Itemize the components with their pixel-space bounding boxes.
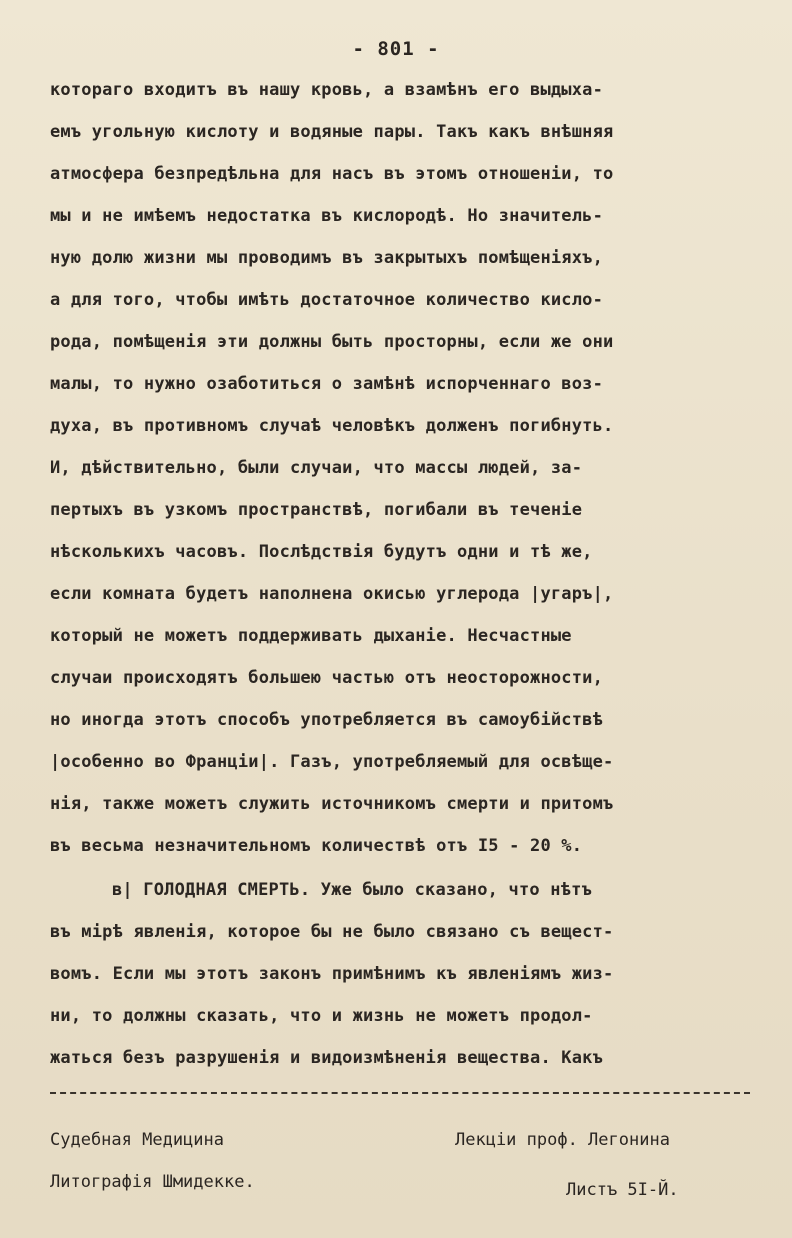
text-line: нiя, также можетъ служить источникомъ смерти и притомъ [50,794,614,814]
text-line: который не можетъ поддерживать дыханiе. Несчастные [50,626,572,646]
text-line: вомъ. Если мы этотъ законъ примѣнимъ къ явленiямъ жиз- [50,964,614,984]
text-line: |особенно во Францiи|. Газъ, употребляемый для освѣще- [50,752,614,772]
text-line: емъ угольную кислоту и водяные пары. Такъ какъ внѣшняя [50,122,614,142]
text-line: малы, то нужно озаботиться о замѣнѣ испорченнаго воз- [50,374,604,394]
section-heading-line: в| ГОЛОДНАЯ СМЕРТЬ. Уже было сказано, что нѣтъ [112,880,593,900]
text-line: атмосфера безпредѣльна для насъ въ этомъ отношенiи, то [50,164,614,184]
text-line: И, дѣйствительно, были случаи, что массы людей, за- [50,458,583,478]
text-line: въ мiрѣ явленiя, которое бы не было связано съ вещест- [50,922,614,942]
text-line: а для того, чтобы имѣть достаточное количество кисло- [50,290,604,310]
text-line: ную долю жизни мы проводимъ въ закрытыхъ помѣщенiяхъ, [50,248,604,268]
text-line: случаи происходятъ большею частью отъ неосторожности, [50,668,604,688]
footer-printer: Литографiя Шмидекке. [50,1172,255,1192]
text-line: духа, въ противномъ случаѣ человѣкъ долженъ погибнуть. [50,416,614,436]
text-line: пертыхъ въ узкомъ пространствѣ, погибали въ теченiе [50,500,583,520]
text-line: нѣсколькихъ часовъ. Послѣдствiя будутъ одни и тѣ же, [50,542,593,562]
footer-course-title: Судебная Медицина [50,1130,224,1150]
footer-sheet-number: Листъ 5I-Й. [566,1180,679,1200]
text-line: ни, то должны сказать, что и жизнь не можетъ продол- [50,1006,593,1026]
text-line: котораго входитъ въ нашу кровь, а взамѣнъ его выдыха- [50,80,604,100]
text-line: жаться безъ разрушенiя и видоизмѣненiя вещества. Какъ [50,1048,604,1068]
text-line: рода, помѣщенiя эти должны быть просторны, если же они [50,332,614,352]
text-line: но иногда этотъ способъ употребляется въ самоубiйствѣ [50,710,604,730]
footer-lecturer: Лекцiи проф. Легонина [455,1130,670,1150]
text-line: въ весьма незначительномъ количествѣ отъ I5 - 20 %. [50,836,583,856]
text-line: если комната будетъ наполнена окисью углерода |угаръ|, [50,584,614,604]
page-number: - 801 - [352,38,440,60]
text-line: мы и не имѣемъ недостатка въ кислородѣ. Но значитель- [50,206,604,226]
footer-divider [50,1092,750,1094]
